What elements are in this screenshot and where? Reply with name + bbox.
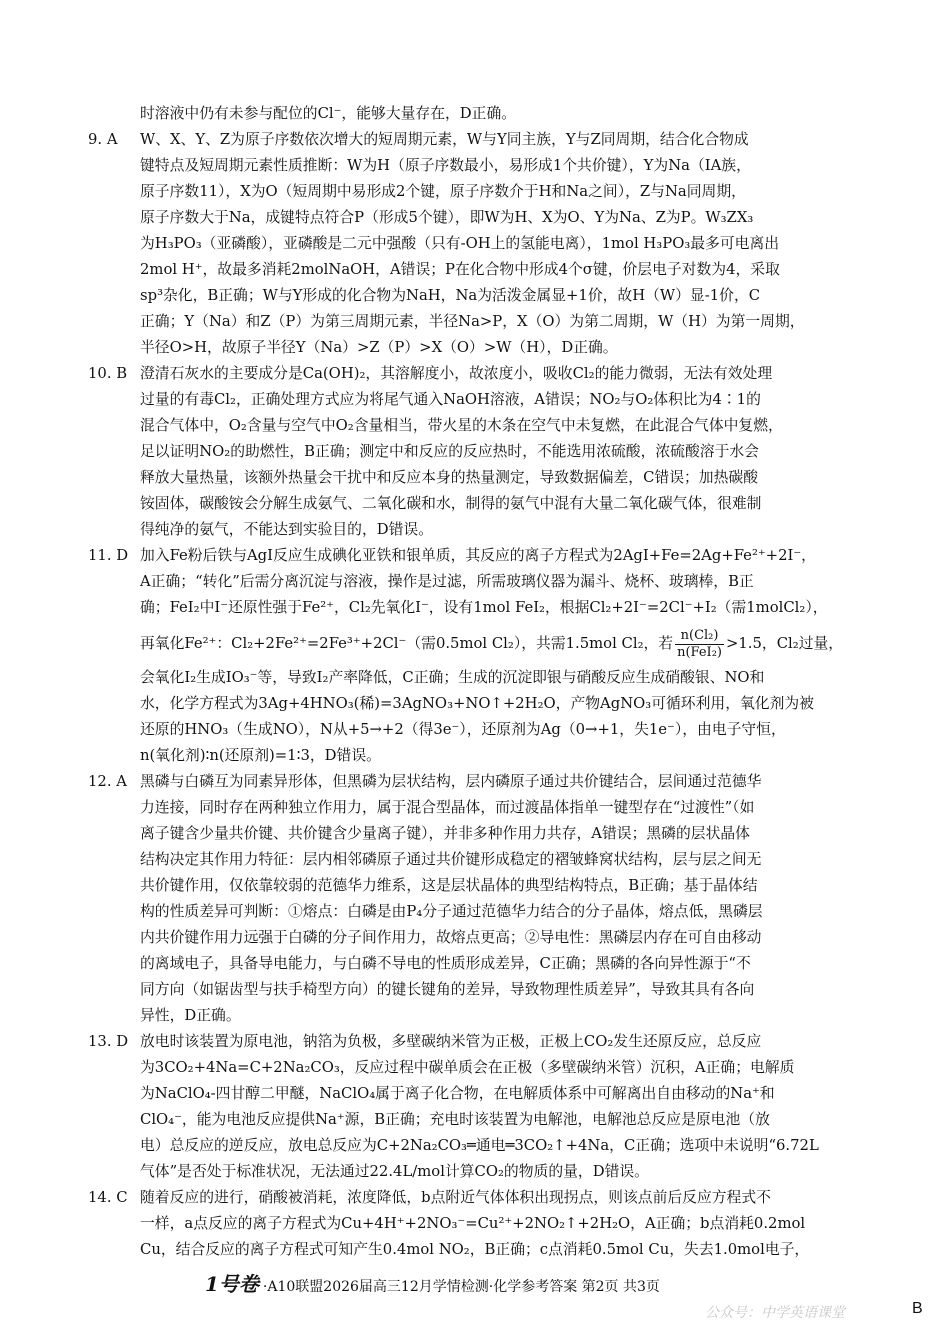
q9-line: 为H₃PO₃（亚磷酸），亚磷酸是二元中强酸（只有-OH上的氢能电离），1mol H₃PO₃最多可电离出 bbox=[140, 235, 780, 252]
q13-number: 13. D bbox=[88, 1033, 129, 1050]
q12-line: 力连接，同时存在两种独立作用力，属于混合型晶体，而过渡晶体指单一键型存在“过渡性”（如 bbox=[140, 799, 755, 816]
q9-line: 正确；Y（Na）和Z（P）为第三周期元素，半径Na>P，X（O）为第二周期，W（H）为第一周期， bbox=[140, 313, 805, 330]
fraction-denominator: n(FeI₂) bbox=[677, 644, 722, 660]
q10-line: 得纯净的氨气，不能达到实验目的，D错误。 bbox=[140, 521, 434, 538]
q9-line: 原子序数大于Na，成键特点符合P（形成5个键），即W为H、X为O、Y为Na、Z为P。W₃ZX₃ bbox=[140, 209, 754, 226]
q9-line: sp³杂化，B正确；W与Y形成的化合物为NaH，Na为活泼金属显+1价，故H（W）显-1价，C bbox=[140, 287, 761, 304]
q10-line: 足以证明NO₂的助燃性，B正确；测定中和反应的反应热时，不能选用浓硫酸，浓硫酸溶于水会 bbox=[140, 443, 759, 460]
q13-line: ClO₄⁻，能为电池反应提供Na⁺源，B正确；充电时该装置为电解池，电解池总反应是原电池（放 bbox=[140, 1111, 770, 1128]
q11-fraction-suffix: >1.5，Cl₂过量， bbox=[725, 635, 844, 652]
q11-line: 水，化学方程式为3Ag+4HNO₃(稀)=3AgNO₃+NO↑+2H₂O，产物AgNO₃可循环利用，氧化剂为被 bbox=[140, 695, 814, 712]
q13-line: 为3CO₂+4Na=C+2Na₂CO₃，反应过程中碳单质会在正极（多壁碳纳米管）沉积，A正确；电解质 bbox=[140, 1059, 795, 1076]
ratio-fraction bbox=[675, 628, 724, 661]
watermark: 公众号：中学英语课堂 bbox=[705, 1305, 845, 1321]
q9-line: 键特点及短周期元素性质推断：W为H（原子序数最小，易形成1个共价键），Y为Na（IA族， bbox=[140, 157, 751, 174]
q12-line: 黑磷与白磷互为同素异形体，但黑磷为层状结构，层内磷原子通过共价键结合，层间通过范德华 bbox=[140, 773, 762, 790]
q11-line: n(氧化剂)∶n(还原剂)=1∶3，D错误。 bbox=[140, 747, 381, 764]
q10-line: 澄清石灰水的主要成分是Ca(OH)₂，其溶解度小，故浓度小，吸收Cl₂的能力微弱，无法有效处理 bbox=[140, 365, 773, 382]
q11-line: A正确；“转化”后需分离沉淀与溶液，操作是过滤，所需玻璃仪器为漏斗、烧杯、玻璃棒，B正 bbox=[140, 573, 754, 590]
q11-line: 加入Fe粉后铁与AgI反应生成碘化亚铁和银单质，其反应的离子方程式为2AgI+Fe=2Ag+Fe²⁺+2I⁻， bbox=[140, 547, 816, 564]
q13-line: 为NaClO₄-四甘醇二甲醚，NaClO₄属于离子化合物，在电解质体系中可解离出自由移动的Na⁺和 bbox=[140, 1085, 775, 1102]
q11-number: 11. D bbox=[88, 547, 129, 564]
q11-fraction-line bbox=[140, 624, 860, 664]
q12-line: 构的性质差异可判断：①熔点：白磷是由P₄分子通过范德华力结合的分子晶体，熔点低，黑磷层 bbox=[140, 903, 763, 920]
page-mark: B bbox=[912, 1300, 923, 1317]
q14-line: 随着反应的进行，硝酸被消耗，浓度降低，b点附近气体体积出现拐点，则该点前后反应方程式不 bbox=[140, 1189, 771, 1206]
fraction-numerator: n(Cl₂) bbox=[675, 628, 724, 645]
q12-line: 内共价键作用力远强于白磷的分子间作用力，故熔点更高；②导电性：黑磷层内存在可自由移动 bbox=[140, 929, 762, 946]
q9-number: 9. A bbox=[88, 131, 118, 148]
q12-number: 12. A bbox=[88, 773, 127, 790]
q14-line: Cu，结合反应的离子方程式可知产生0.4mol NO₂，B正确；c点消耗0.5mol Cu，失去1.0mol电子， bbox=[140, 1241, 810, 1258]
q11-line: 还原的HNO₃（生成NO），N从+5→+2（得3e⁻），还原剂为Ag（0→+1，失1e⁻），由电子守恒， bbox=[140, 721, 786, 738]
q10-line: 过量的有毒Cl₂，正确处理方式应为将尾气通入NaOH溶液，A错误；NO₂与O₂体积比为4∶1的 bbox=[140, 391, 761, 408]
q14-line: 一样，a点反应的离子方程式为Cu+4H⁺+2NO₃⁻=Cu²⁺+2NO₂↑+2H₂O，A正确；b点消耗0.2mol bbox=[140, 1215, 806, 1232]
page-footer bbox=[205, 1268, 660, 1297]
q10-line: 铵固体，碳酸铵会分解生成氨气、二氧化碳和水，制得的氨气中混有大量二氧化碳气体，很难制 bbox=[140, 495, 762, 512]
q10-line: 释放大量热量，该额外热量会干扰中和反应本身的热量测定，导致数据偏差，C错误；加热碳酸 bbox=[140, 469, 758, 486]
q9-line: 2mol H⁺，故最多消耗2molNaOH，A错误；P在化合物中形成4个σ键，价层电子对数为4，采取 bbox=[140, 261, 780, 278]
q9-line: 半径O>H，故原子半径Y（Na）>Z（P）>X（O）>W（H），D正确。 bbox=[140, 339, 618, 356]
q13-line: 电）总反应的逆反应，放电总反应为C+2Na₂CO₃═通电═3CO₂↑+4Na，C正确；选项中未说明“6.72L bbox=[140, 1137, 819, 1154]
q12-line: 共价键作用，仅依靠较弱的范德华力维系，这是层状晶体的典型结构特点，B正确；基于晶体结 bbox=[140, 877, 758, 894]
brand-logo: 1号卷 bbox=[205, 1272, 259, 1296]
continuation-line: 时溶液中仍有未参与配位的Cl⁻，能够大量存在，D正确。 bbox=[140, 105, 517, 122]
q10-line: 混合气体中，O₂含量与空气中O₂含量相当，带火星的木条在空气中未复燃，在此混合气体中复燃， bbox=[140, 417, 783, 434]
q14-number: 14. C bbox=[88, 1189, 128, 1206]
q12-line: 的离域电子，具备导电能力，与白磷不导电的性质形成差异，C正确；黑磷的各向异性源于“不 bbox=[140, 955, 751, 972]
q13-line: 放电时该装置为原电池，钠箔为负极，多壁碳纳米管为正极，正极上CO₂发生还原反应，总反应 bbox=[140, 1033, 762, 1050]
q12-line: 同方向（如锯齿型与扶手椅型方向）的键长键角的差异，导致物理性质差异”，导致其具有各向 bbox=[140, 981, 755, 998]
q12-line: 结构决定其作用力特征：层内相邻磷原子通过共价键形成稳定的褶皱蜂窝状结构，层与层之间无 bbox=[140, 851, 762, 868]
q11-line: 会氧化I₂生成IO₃⁻等，导致I₂产率降低，C正确；生成的沉淀即银与硝酸反应生成硝酸银、NO和 bbox=[140, 669, 765, 686]
q9-line: W、X、Y、Z为原子序数依次增大的短周期元素，W与Y同主族，Y与Z同周期，结合化合物成 bbox=[140, 131, 749, 148]
q12-line: 异性，D正确。 bbox=[140, 1007, 241, 1024]
footer-text: ·A10联盟2026届高三12月学情检测·化学参考答案 第2页 共3页 bbox=[262, 1279, 660, 1295]
q12-line: 离子键含少量共价键、共价键含少量离子键），并非多种作用力共存，A错误；黑磷的层状晶体 bbox=[140, 825, 750, 842]
q13-line: 气体”是否处于标准状况，无法通过22.4L/mol计算CO₂的物质的量，D错误。 bbox=[140, 1163, 649, 1180]
q11-line: 确；FeI₂中I⁻还原性强于Fe²⁺，Cl₂先氧化I⁻，设有1mol FeI₂，根据Cl₂+2I⁻=2Cl⁻+I₂（需1molCl₂）， bbox=[140, 599, 828, 616]
q11-fraction-prefix: 再氧化Fe²⁺：Cl₂+2Fe²⁺=2Fe³⁺+2Cl⁻（需0.5mol Cl₂），共需1.5mol Cl₂，若 bbox=[140, 635, 674, 652]
q9-line: 原子序数11），X为O（短周期中易形成2个键，原子序数介于H和Na之间），Z与Na同周期， bbox=[140, 183, 746, 200]
q10-number: 10. B bbox=[88, 365, 128, 382]
